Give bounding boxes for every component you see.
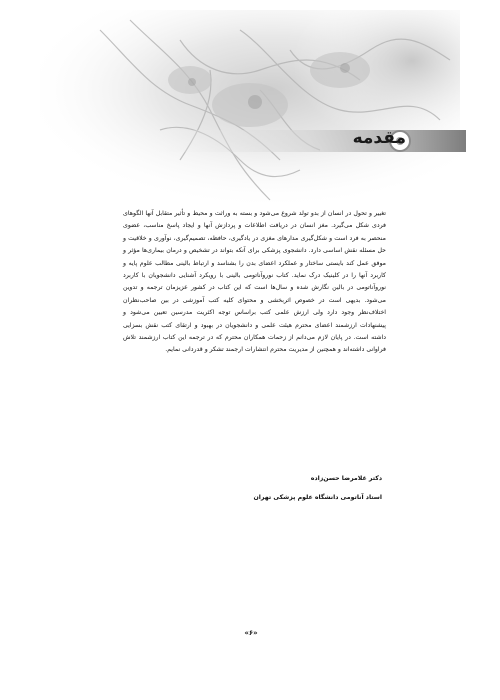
page-title: مقدمه bbox=[352, 128, 406, 148]
preface-text: تغییر و تحول در انسان از بدو تولد شروع می‌شود و بسته به وراثت و محیط و تأثیر متقابل آنها الگوهای فردی شکل می‌گیرد. مغز انسان در دریافت اطلاعات و پردازش آنها و ایجاد پاسخ مناسب، عضوی منحصر به فرد است و شکل‌گیری مدارهای مغزی در یادگیری، حافظه، تصمیم‌گیری، نوآوری و خلاقیت و حل مسئله نقش اساسی دارد. دانشجوی پزشکی برای آنکه بتواند در تشخیص و درمان بیماری‌ها مؤثر و موفق عمل کند بایستی ساختار و عملکرد اعضای بدن را بشناسد و ارتباط بالینی مطالب علوم پایه و کاربرد آنها را در کلینیک درک نماید. کتاب نوروآناتومی بالینی با رویکرد آشنایی دانشجویان با کاربرد نوروآناتومی در بالین نگارش شده و سال‌ها است که این کتاب در کشور عزیزمان ترجمه و تدوین می‌شود. بدیهی است در خصوص اثربخشی و محتوای کلیه کتب آموزشی در بین صاحب‌نظران اختلاف‌نظر وجود دارد ولی ارزش علمی کتب براساس توجه اکثریت مدرسین تعیین می‌شود و پیشنهادات ارزشمند اعضای محترم هیئت علمی و دانشجویان در بهبود و ارتقای کتب نقش بسزایی داشته است. در پایان لازم می‌دانم از زحمات همکاران محترم که در ترجمه این کتاب ارزشمند تلاش فراوانی داشته‌اند و همچنین از مدیریت محترم انتشارات ارجمند تشکر و قدردانی نمایم. bbox=[123, 210, 386, 354]
page-number: «۶» bbox=[244, 629, 258, 637]
signature-block bbox=[254, 472, 383, 504]
heading-bar bbox=[120, 127, 466, 155]
author-name: دکتر غلامرضا حسن‌زاده bbox=[310, 475, 382, 482]
author-affiliation: استاد آناتومی دانشگاه علوم پزشکی تهران bbox=[253, 494, 382, 501]
decorative-header-artwork bbox=[40, 10, 460, 210]
body-paragraph bbox=[123, 208, 386, 357]
